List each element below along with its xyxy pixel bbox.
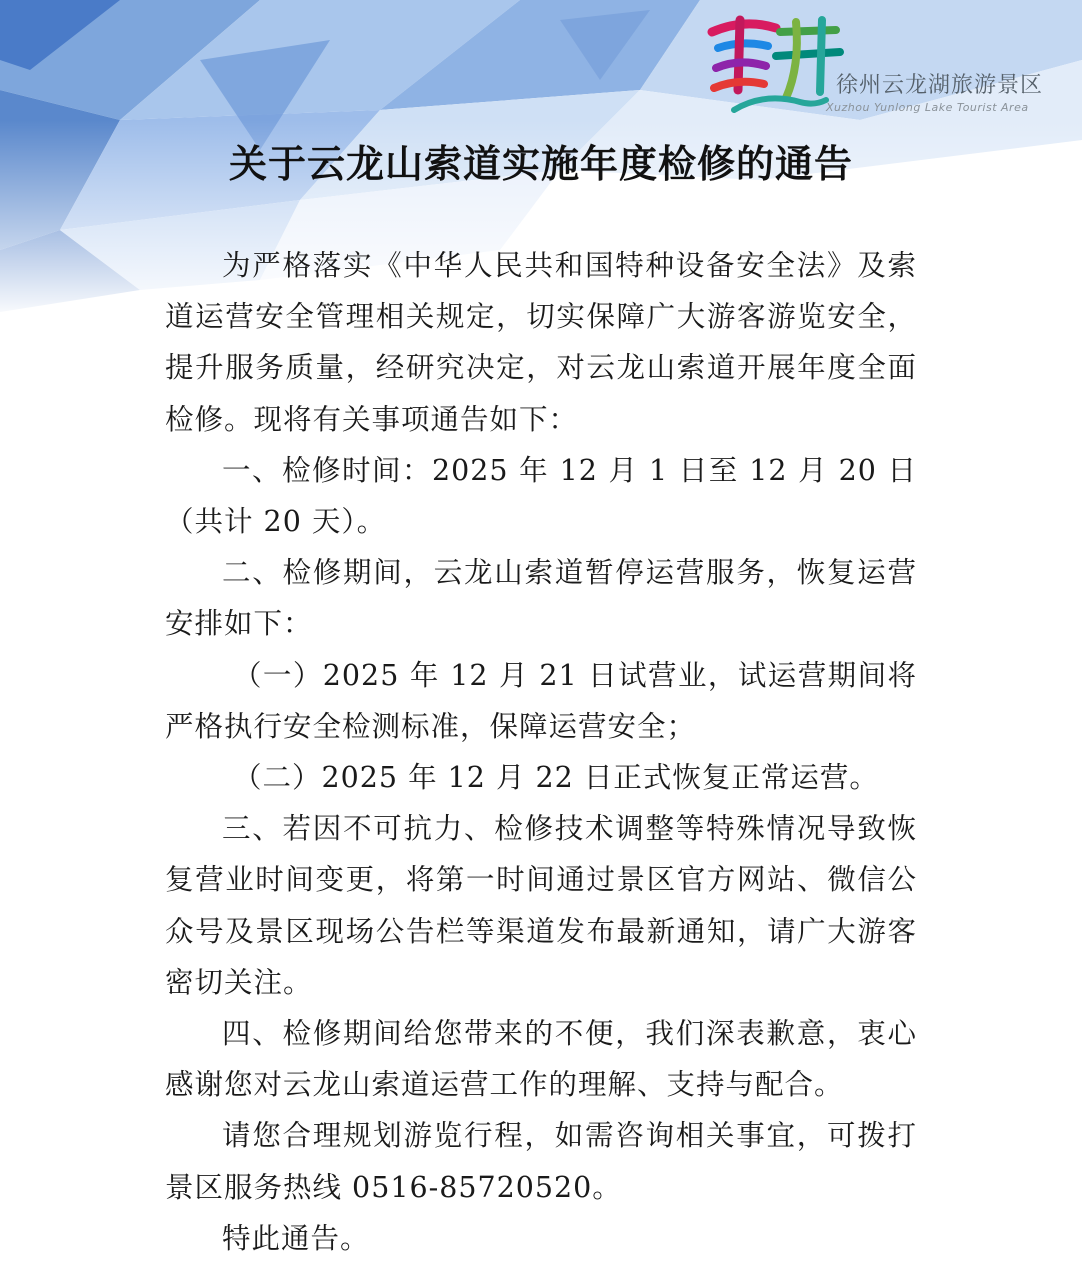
logo-calligraphy-mark	[704, 6, 844, 122]
intro-paragraph: 为严格落实《中华人民共和国特种设备安全法》及索道运营安全管理相关规定，切实保障广大游客游览安全，提升服务质量，经研究决定，对云龙山索道开展年度全面检修。现将有关事项通告如下：	[165, 249, 917, 436]
subitem-official-resumption: （二）2025 年 12 月 22 日正式恢复正常运营。	[233, 761, 879, 795]
item-maintenance-time: 一、检修时间：2025 年 12 月 1 日至 12 月 20 日（共计 20 天）。	[165, 453, 917, 539]
item-apology: 四、检修期间给您带来的不便，我们深表歉意，衷心感谢您对云龙山索道运营工作的理解、支持与配合。	[165, 1017, 917, 1102]
item-schedule-change: 三、若因不可抗力、检修技术调整等特殊情况导致恢复营业时间变更，将第一时间通过景区官方网站、微信公众号及景区现场公告栏等渠道发布最新通知，请广大游客密切关注。	[165, 812, 917, 999]
notice-title: 关于云龙山索道实施年度检修的通告	[228, 141, 853, 186]
notice-body	[165, 240, 917, 1261]
item-resumption-plan: 二、检修期间，云龙山索道暂停运营服务，恢复运营安排如下：	[165, 556, 917, 641]
scenic-area-logo	[700, 6, 1060, 122]
logo-english-name: Xuzhou Yunlong Lake Tourist Area	[826, 101, 1029, 114]
subitem-trial-operation: （一）2025 年 12 月 21 日试营业，试运营期间将严格执行安全检测标准，保障运营安全；	[165, 658, 917, 743]
logo-chinese-name: 徐州云龙湖旅游景区	[836, 73, 1044, 98]
closing-line: 特此通告。	[222, 1221, 370, 1255]
hotline-paragraph: 请您合理规划游览行程，如需咨询相关事宜，可拨打景区服务热线 0516-85720520。	[165, 1119, 917, 1204]
